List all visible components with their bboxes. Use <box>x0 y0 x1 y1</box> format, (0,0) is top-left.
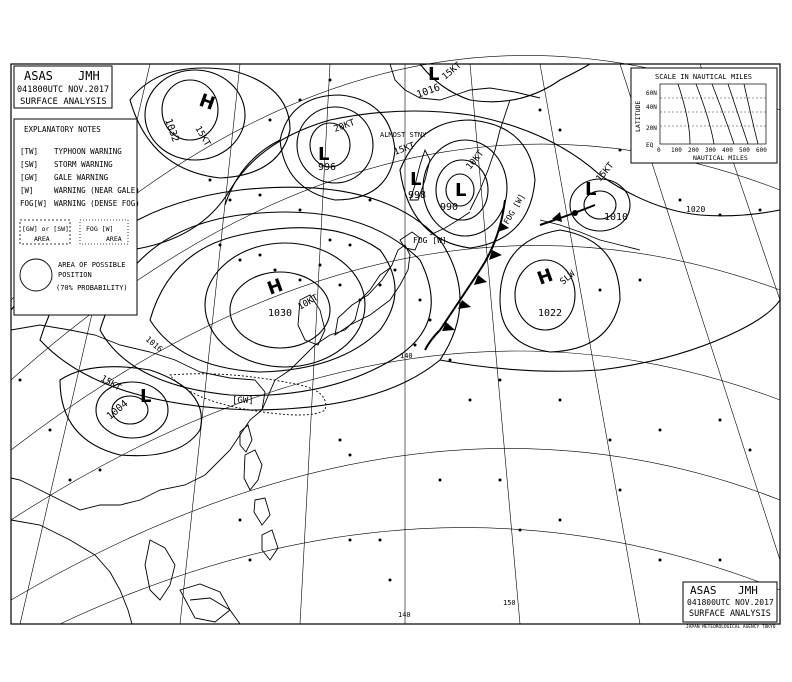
svg-text:L: L <box>318 144 330 165</box>
isobar-label-1016: 1016 <box>143 334 165 354</box>
svg-text:AREA OF POSSIBLE: AREA OF POSSIBLE <box>58 261 126 269</box>
svg-text:L: L <box>140 386 152 407</box>
svg-text:(70% PROBABILITY): (70% PROBABILITY) <box>56 284 128 292</box>
svg-text:400: 400 <box>722 147 733 154</box>
footer-org: JAPAN METEOROLOGICAL AGENCY TOKYO <box>686 625 776 630</box>
svg-text:600: 600 <box>756 147 767 154</box>
footer-time: 041800UTC NOV.2017 <box>687 598 774 607</box>
system-pressure: 1022 <box>538 308 563 319</box>
svg-text:20N: 20N <box>646 125 657 132</box>
fog-warning-label-2: FOG [W] <box>501 192 527 226</box>
almost-stny-label: ALMOST STNY <box>380 131 427 139</box>
system-pressure: 1032 <box>162 117 181 144</box>
svg-text:[GW]: [GW] <box>20 173 39 182</box>
gale-warning-label: [GW] <box>232 396 254 406</box>
header-agency: ASAS <box>24 69 53 83</box>
svg-text:L: L <box>455 180 467 201</box>
legend-item <box>20 160 113 169</box>
system-speed: 15KT <box>392 141 417 158</box>
svg-text:POSITION: POSITION <box>58 271 92 279</box>
legend-box <box>14 119 140 315</box>
svg-text:TYPHOON WARNING: TYPHOON WARNING <box>54 147 122 156</box>
header-title: SURFACE ANALYSIS <box>20 97 107 107</box>
svg-text:40N: 40N <box>646 104 657 111</box>
svg-text:0: 0 <box>657 147 661 154</box>
header-time: 041800UTC NOV.2017 <box>17 85 110 95</box>
svg-text:FOG[W]: FOG[W] <box>20 199 48 208</box>
svg-text:[W]: [W] <box>20 186 34 195</box>
svg-text:200: 200 <box>688 147 699 154</box>
svg-text:500: 500 <box>739 147 750 154</box>
svg-text:[TW]: [TW] <box>20 147 39 156</box>
svg-text:AREA: AREA <box>106 235 122 243</box>
svg-text:L: L <box>428 64 440 85</box>
legend-item <box>20 173 109 182</box>
system-pressure: 1010 <box>604 212 629 223</box>
svg-text:H: H <box>264 274 286 300</box>
system-speed: 10KT <box>464 148 487 172</box>
header-box <box>14 66 112 108</box>
svg-text:EQ: EQ <box>646 142 654 149</box>
system-pressure: 990 <box>440 202 459 213</box>
isobar-label-1020: 1020 <box>686 205 706 214</box>
svg-text:L: L <box>585 179 597 200</box>
scale-xlabel: NAUTICAL MILES <box>693 154 748 162</box>
svg-text:GALE WARNING: GALE WARNING <box>54 173 109 182</box>
legend-title: EXPLANATORY NOTES <box>24 125 101 134</box>
system-pressure: 1016 <box>415 82 442 101</box>
system-pressure: 1004 <box>104 398 131 423</box>
scale-box <box>631 68 777 163</box>
fog-warning-label: FOG [W] <box>413 236 447 245</box>
footer-code: JMH <box>738 584 758 597</box>
scale-ylabel: LATITUDE <box>634 100 642 132</box>
system-speed: 15KT <box>192 124 212 149</box>
system-speed: 15KT <box>98 373 123 394</box>
lon-label-140b: 140 <box>398 611 411 619</box>
footer-title: SURFACE ANALYSIS <box>689 609 771 619</box>
scale-title: SCALE IN NAUTICAL MILES <box>655 73 752 81</box>
lon-label-140: 140 <box>400 352 413 360</box>
system-speed: SLW <box>558 269 578 288</box>
svg-text:L: L <box>410 169 422 190</box>
svg-text:60N: 60N <box>646 90 657 97</box>
system-speed: 15KT <box>440 60 464 83</box>
svg-text:[GW] or [SW]: [GW] or [SW] <box>22 225 69 233</box>
system-pressure: 996 <box>318 162 337 173</box>
svg-text:H: H <box>196 89 218 115</box>
svg-text:H: H <box>534 264 556 290</box>
legend-item <box>20 199 140 208</box>
svg-text:FOG [W]: FOG [W] <box>86 225 114 233</box>
svg-text:WARNING (DENSE FOG): WARNING (DENSE FOG) <box>54 199 140 208</box>
header-code: JMH <box>78 69 100 83</box>
system-pressure: 1030 <box>268 308 293 319</box>
system-speed: 10KT <box>296 293 321 313</box>
lon-label-150: 150 <box>503 599 516 607</box>
system-speed: 20KT <box>332 118 357 135</box>
system-speed: 15KT <box>594 160 617 184</box>
svg-text:WARNING (NEAR GALE): WARNING (NEAR GALE) <box>54 186 140 195</box>
svg-text:[SW]: [SW] <box>20 160 39 169</box>
system-pressure: 998 <box>408 190 427 201</box>
svg-text:STORM WARNING: STORM WARNING <box>54 160 113 169</box>
svg-text:300: 300 <box>705 147 716 154</box>
svg-text:AREA: AREA <box>34 235 50 243</box>
legend-item <box>20 147 122 156</box>
svg-text:100: 100 <box>671 147 682 154</box>
footer-agency: ASAS <box>690 584 717 597</box>
